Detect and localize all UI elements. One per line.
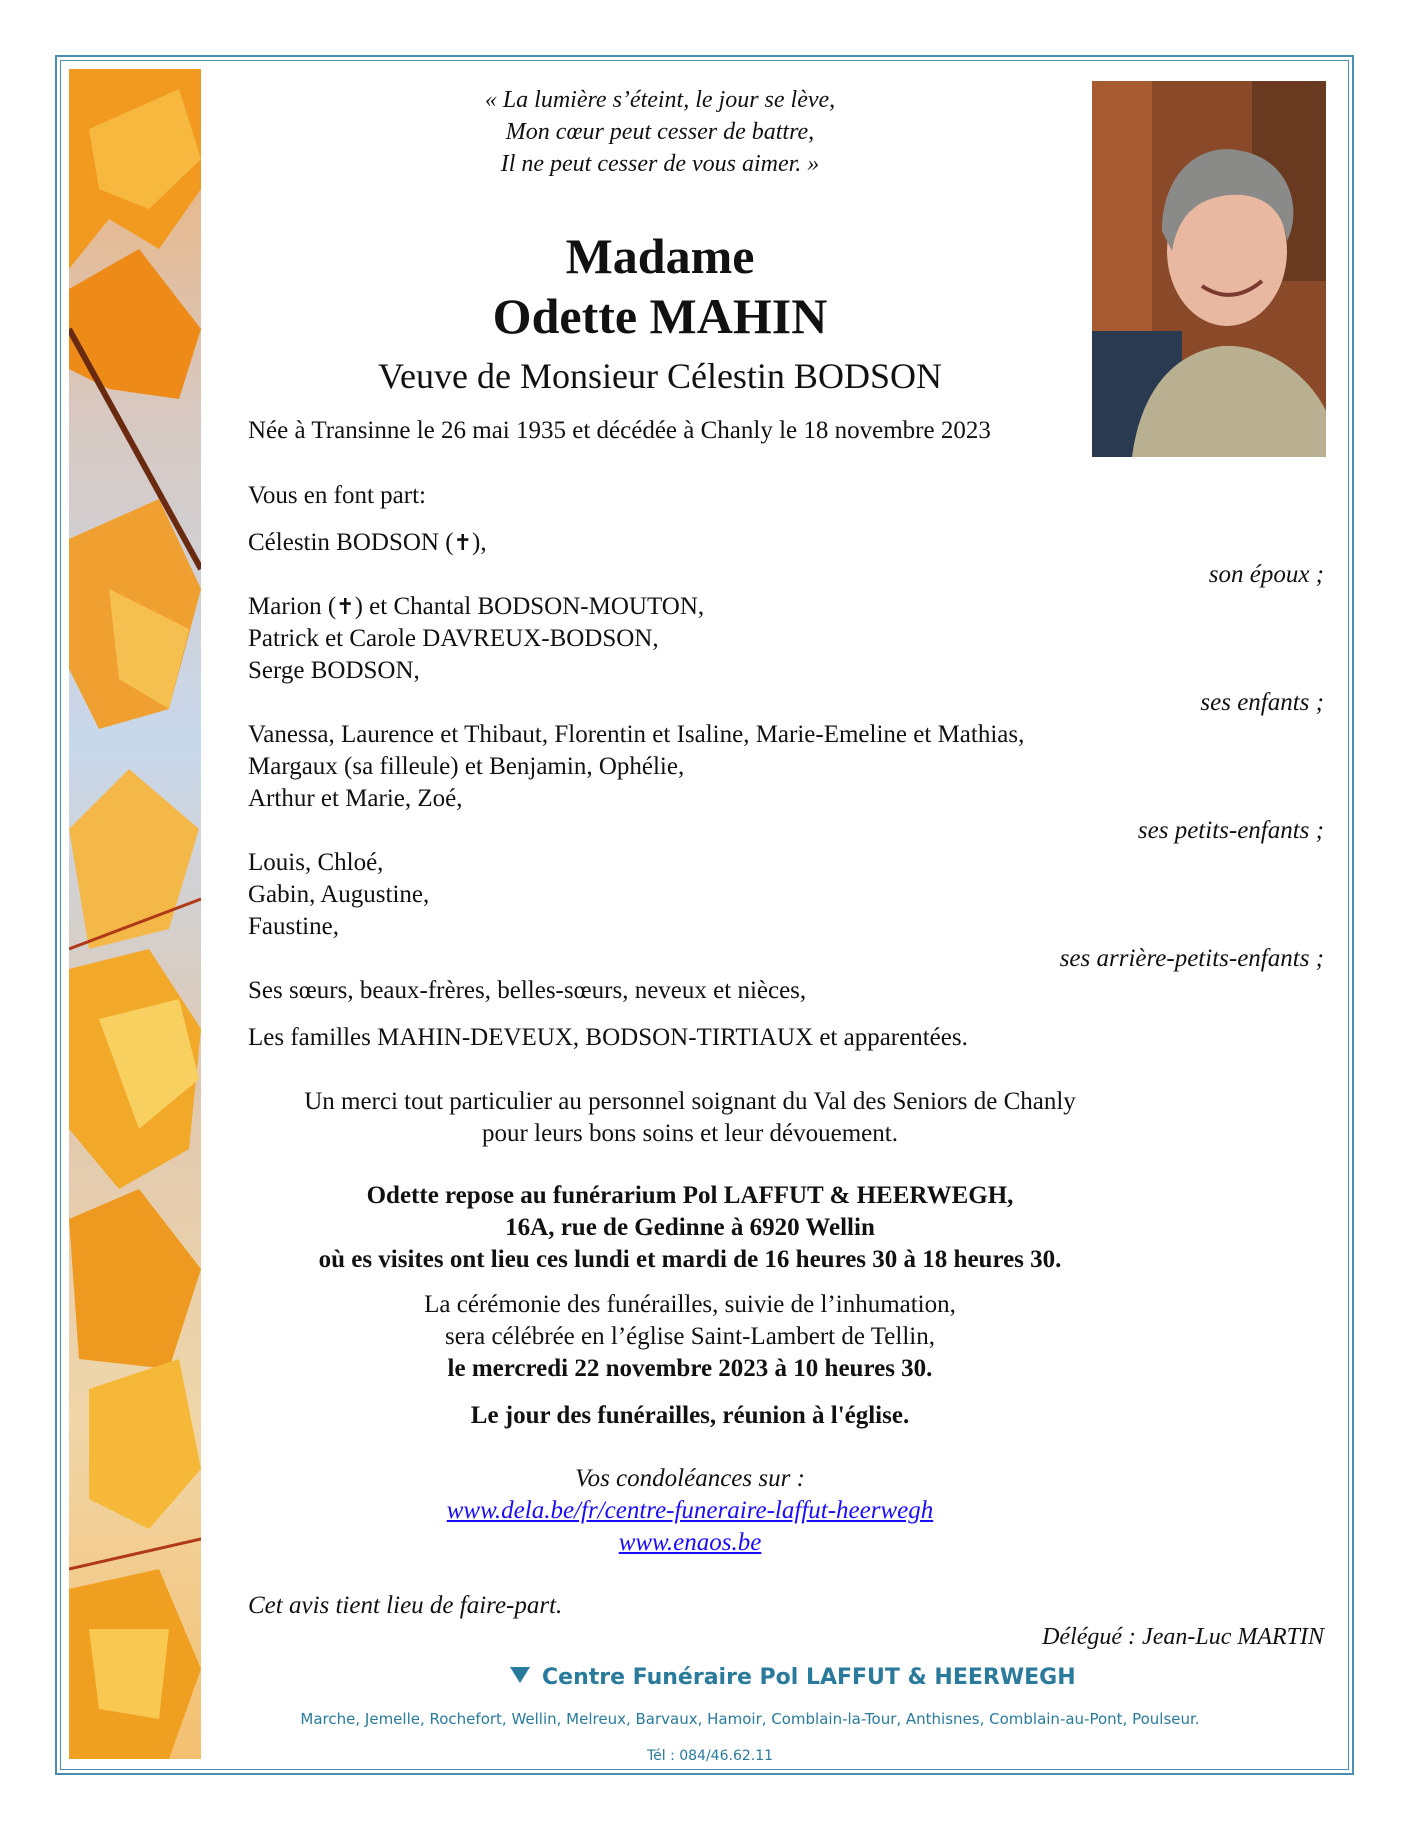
visitation-info bbox=[300, 1180, 1080, 1276]
thanks-line: Un merci tout particulier au personnel soignant du Val des Seniors de Chanly bbox=[304, 1088, 1076, 1115]
spouse-line: Veuve de Monsieur Célestin BODSON bbox=[378, 356, 942, 396]
family-spouse bbox=[248, 527, 487, 560]
grandchildren-line: Arthur et Marie, Zoé, bbox=[248, 785, 463, 812]
spouse-suffix: ), bbox=[472, 529, 487, 556]
family-relatives: Les familles MAHIN-DEVEUX, BODSON-TIRTIAUX et apparentées. bbox=[248, 1024, 968, 1051]
thanks-line: pour leurs bons soins et leur dévouement. bbox=[482, 1120, 898, 1147]
children-line: Patrick et Carole DAVREUX-BODSON, bbox=[248, 625, 659, 652]
great-grandchildren-line: Faustine, bbox=[248, 913, 339, 940]
condolences-link-enaos[interactable]: www.enaos.be bbox=[618, 1529, 762, 1556]
portrait-photo bbox=[1092, 81, 1326, 457]
role-spouse: son époux ; bbox=[1208, 561, 1324, 588]
quote-line: Mon cœur peut cesser de battre, bbox=[505, 119, 815, 145]
deceased-name: Odette MAHIN bbox=[492, 288, 828, 344]
quote-line: Il ne peut cesser de vous aimer. » bbox=[500, 151, 820, 177]
funeral-home-phone: Tél : 084/46.62.11 bbox=[646, 1748, 774, 1764]
memorial-quote bbox=[420, 84, 900, 180]
children-line bbox=[248, 591, 704, 623]
gathering-note: Le jour des funérailles, réunion à l'église. bbox=[470, 1402, 910, 1429]
notice-text: Cet avis tient lieu de faire-part. bbox=[248, 1592, 563, 1619]
family-children bbox=[248, 591, 704, 687]
visitation-line: où es visites ont lieu ces lundi et mardi de 16 heures 30 à 18 heures 30. bbox=[318, 1246, 1062, 1273]
spouse-name: Célestin BODSON ( bbox=[248, 529, 454, 556]
birth-death-line: Née à Transinne le 26 mai 1935 et décédée à Chanly le 18 novembre 2023 bbox=[248, 417, 991, 444]
funeral-home-brand bbox=[510, 1664, 1076, 1692]
condolences-label: Vos condoléances sur : bbox=[575, 1465, 805, 1492]
family-great-grandchildren bbox=[248, 847, 429, 943]
visitation-line: 16A, rue de Gedinne à 6920 Wellin bbox=[505, 1214, 875, 1241]
role-children: ses enfants ; bbox=[1200, 689, 1324, 716]
great-grandchildren-line: Gabin, Augustine, bbox=[248, 881, 430, 908]
thanks-message bbox=[300, 1086, 1080, 1150]
quote-line: « La lumière s’éteint, le jour se lève, bbox=[484, 87, 836, 113]
condolences-section bbox=[300, 1463, 1080, 1559]
cross-icon: ✝ bbox=[453, 531, 472, 556]
children-line: Serge BODSON, bbox=[248, 657, 420, 684]
ceremony-info bbox=[300, 1289, 1080, 1385]
family-grandchildren bbox=[248, 719, 1024, 815]
delegate-line: Délégué : Jean-Luc MARTIN bbox=[1042, 1624, 1324, 1650]
children-line1-start: Marion ( bbox=[248, 593, 337, 620]
triangle-down-icon bbox=[510, 1667, 530, 1683]
funeral-home-locations: Marche, Jemelle, Rochefort, Wellin, Melreux, Barvaux, Hamoir, Comblain-la-Tour, Anthisnes, Comblain-au-Pont, Poulseur. bbox=[300, 1710, 1200, 1728]
condolences-link-dela[interactable]: www.dela.be/fr/centre-funeraire-laffut-heerwegh bbox=[446, 1497, 934, 1524]
ceremony-date: le mercredi 22 novembre 2023 à 10 heures 30. bbox=[447, 1355, 933, 1382]
ceremony-line: sera célébrée en l’église Saint-Lambert de Tellin, bbox=[445, 1323, 935, 1350]
role-grandchildren: ses petits-enfants ; bbox=[1137, 817, 1324, 844]
children-line1-end: ) et Chantal BODSON-MOUTON, bbox=[354, 593, 705, 620]
grandchildren-line: Margaux (sa filleule) et Benjamin, Ophélie, bbox=[248, 753, 685, 780]
ceremony-line: La cérémonie des funérailles, suivie de l’inhumation, bbox=[424, 1291, 956, 1318]
grandchildren-line: Vanessa, Laurence et Thibaut, Florentin et Isaline, Marie-Emeline et Mathias, bbox=[248, 721, 1025, 748]
role-great-grandchildren: ses arrière-petits-enfants ; bbox=[1059, 945, 1324, 972]
announcers-intro: Vous en font part: bbox=[248, 482, 426, 509]
funeral-home-name: Centre Funéraire Pol LAFFUT & HEERWEGH bbox=[542, 1665, 1076, 1690]
visitation-line: Odette repose au funérarium Pol LAFFUT & HEERWEGH, bbox=[366, 1182, 1014, 1209]
family-siblings: Ses sœurs, beaux-frères, belles-sœurs, neveux et nièces, bbox=[248, 977, 807, 1004]
autumn-leaves-image bbox=[69, 69, 201, 1759]
cross-icon: ✝ bbox=[336, 595, 355, 620]
great-grandchildren-line: Louis, Chloé, bbox=[248, 849, 384, 876]
deceased-title: Madame bbox=[565, 228, 755, 284]
